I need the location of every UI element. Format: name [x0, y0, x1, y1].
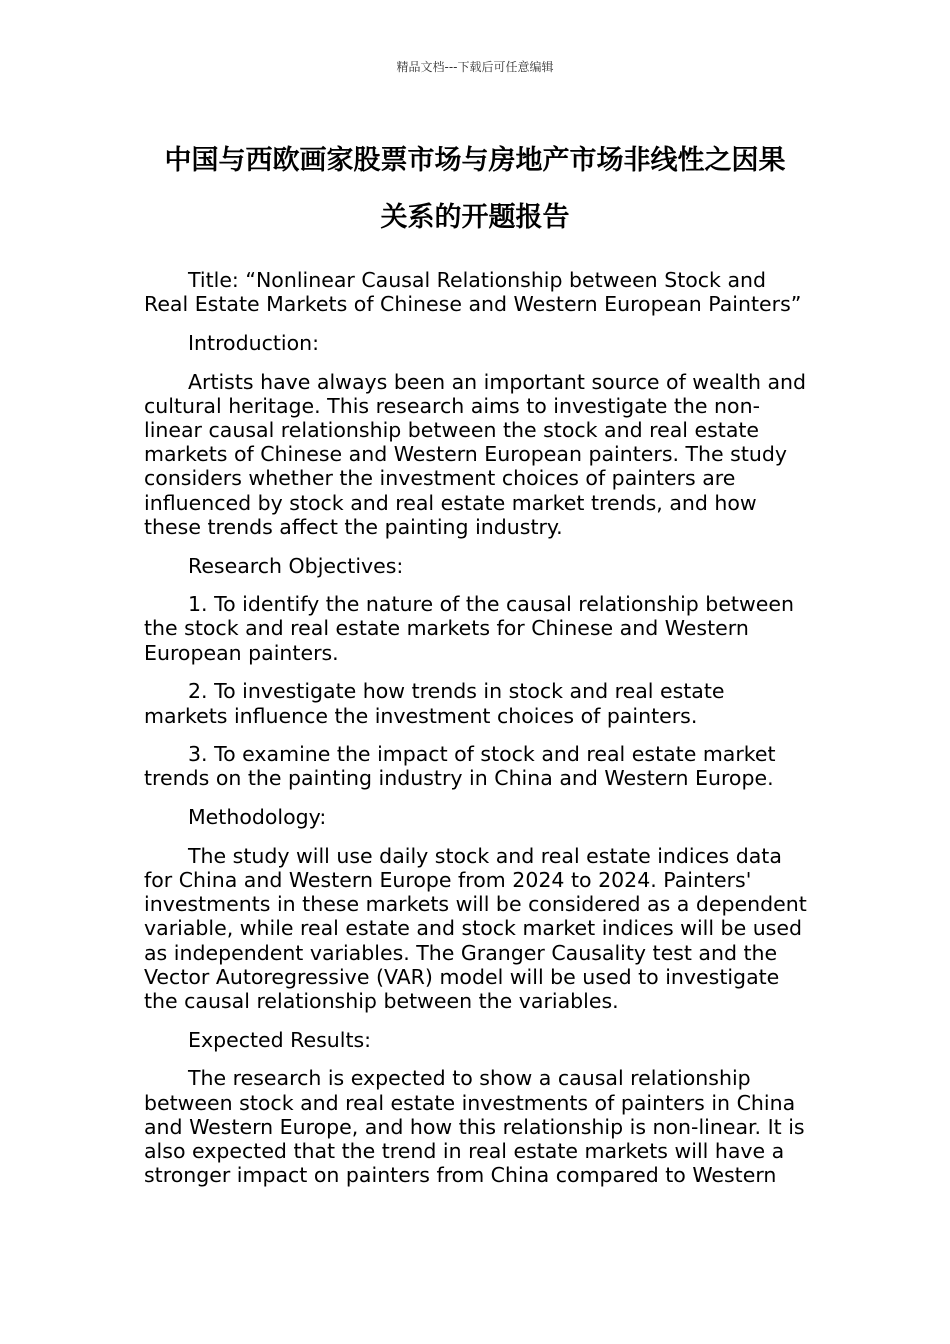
paragraph-introduction: Artists have always been an important source of wealth and cultural heritage. This research aims to investigate the non-linear causal relationship between the stock and real estate markets of Chinese and Western European painters. The study considers whether the investment choices of painters are influenced by stock and real estate market trends, and how these trends affect the painting industry.: [144, 369, 807, 539]
paragraph-title: Title: “Nonlinear Causal Relationship between Stock and Real Estate Markets of Chinese and Western European Painters”: [144, 268, 802, 317]
objective-1: 1. To identify the nature of the causal relationship between the stock and real estate markets for Chinese and Western European painters.: [144, 592, 794, 665]
heading-methodology: Methodology:: [188, 805, 327, 830]
document-body: [144, 268, 812, 1202]
objective-2: 2. To investigate how trends in stock and real estate markets influence the investment choices of painters.: [144, 679, 725, 728]
objective-3: 3. To examine the impact of stock and real estate market trends on the painting industry in China and Western Europe.: [144, 742, 776, 791]
heading-research-objectives: Research Objectives:: [188, 553, 404, 578]
title-line-1: 中国与西欧画家股票市场与房地产市场非线性之因果: [164, 145, 786, 176]
heading-expected-results: Expected Results:: [188, 1027, 372, 1052]
heading-introduction: Introduction:: [188, 330, 320, 355]
paragraph-methodology: The study will use daily stock and real estate indices data for China and Western Europe from 2024 to 2024. Painters' investments in these markets will be considered as a dependent variable, while real estate and stock market indices will be used as independent variables. The Granger Causality test and the Vector Autoregressive (VAR) model will be used to investigate the causal relationship between the variables.: [144, 843, 807, 1014]
title-line-2: 关系的开题报告: [380, 202, 570, 233]
page-header: 精品文档---下载后可任意编辑: [396, 60, 554, 74]
document-title: [120, 132, 830, 246]
paragraph-expected-results: The research is expected to show a causal relationship between stock and real estate investments of painters in China and Western Europe, and how this relationship is non-linear. It is also expected that the trend in real estate markets will have a stronger impact on painters from China compared to Western: [144, 1066, 805, 1188]
